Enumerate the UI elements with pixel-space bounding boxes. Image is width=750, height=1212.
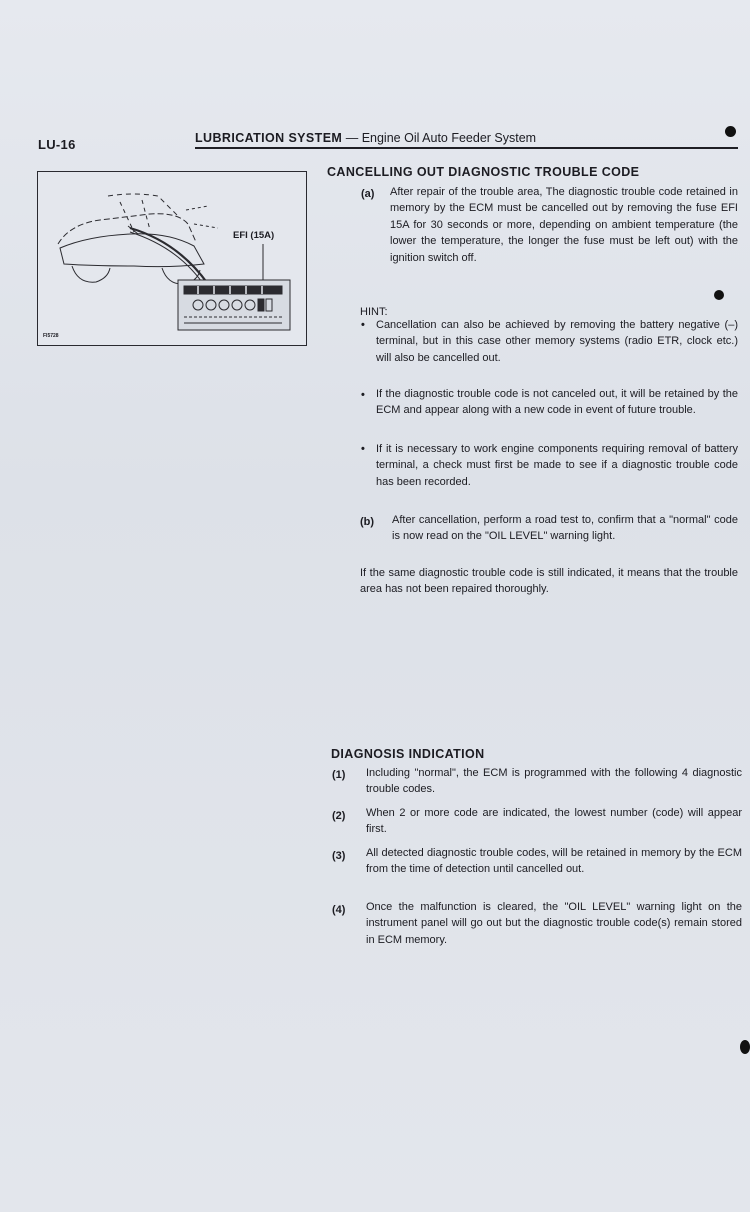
hint-bullet-1: Cancellation can also be achieved by removing the battery negative (–) terminal, but in this case other memory systems (radio ETR, clock etc.) will also be cancelled out. xyxy=(376,319,738,364)
indication-3-number: (3) xyxy=(332,850,346,862)
hint-label: HINT: xyxy=(360,306,388,318)
section-name: LUBRICATION SYSTEM xyxy=(195,131,343,145)
hint-bullet-3: If it is necessary to work engine components requiring removal of battery terminal, a check must first be made to see if a diagnostic trouble code has been recorded. xyxy=(376,443,738,488)
fuse-label: EFI (15A) xyxy=(233,230,275,241)
indication-1-text: Including "normal", the ECM is programmed with the following 4 diagnostic trouble codes. xyxy=(366,767,742,796)
step-b-marker: (b) xyxy=(360,516,375,528)
bullet-2-marker: • xyxy=(361,389,365,401)
section-subtitle: — Engine Oil Auto Feeder System xyxy=(342,131,537,145)
diagnosis-heading: DIAGNOSIS INDICATION xyxy=(331,747,485,761)
indication-4-text: Once the malfunction is cleared, the "OIL LEVEL" warning light on the instrument panel will go out but the diagnostic trouble code(s) remain stored in ECM memory. xyxy=(366,901,742,946)
step-a-text: After repair of the trouble area, The diagnostic trouble code retained in memory by the ECM must be cancelled out by removing the fuse EFI 15A for 30 seconds or more, depending on ambient temperature (the lower the temperature, the longer the fuse must be left out) with the ignition switch off. xyxy=(390,186,738,264)
closing-note: If the same diagnostic trouble code is still indicated, it means that the trouble area has not been repaired thoroughly. xyxy=(360,567,738,596)
page-code: LU-16 xyxy=(38,137,76,152)
bullet-3-marker: • xyxy=(361,443,365,455)
step-a-marker: (a) xyxy=(361,188,375,200)
indication-3-text: All detected diagnostic trouble codes, will be retained in memory by the ECM from the time of detection until cancelled out. xyxy=(366,847,742,876)
indication-2-text: When 2 or more code are indicated, the lowest number (code) will appear first. xyxy=(366,807,742,836)
fuse-location-figure xyxy=(37,171,307,346)
indication-1-number: (1) xyxy=(332,769,346,781)
indication-2-number: (2) xyxy=(332,810,346,822)
indication-4-number: (4) xyxy=(332,904,346,916)
header-rule xyxy=(195,147,738,149)
bullet-1-marker: • xyxy=(361,319,365,331)
step-b-text: After cancellation, perform a road test to, confirm that a "normal" code is now read on the "OIL LEVEL" warning light. xyxy=(392,514,738,543)
figure-id: FI5728 xyxy=(43,333,59,339)
cancelling-heading: CANCELLING OUT DIAGNOSTIC TROUBLE CODE xyxy=(327,165,640,179)
binder-hole-top xyxy=(725,126,736,137)
car-fuse-illustration xyxy=(38,172,306,345)
page-title xyxy=(195,131,536,145)
binder-hole-right xyxy=(740,1040,750,1054)
binder-hole-mid xyxy=(714,290,724,300)
hint-bullet-2: If the diagnostic trouble code is not canceled out, it will be retained by the ECM and appear along with a new code in event of future trouble. xyxy=(376,388,738,417)
